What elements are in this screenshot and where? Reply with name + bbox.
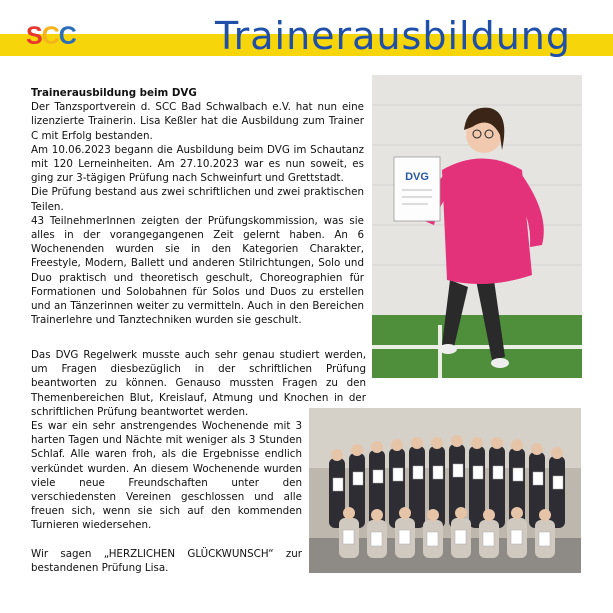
paragraph-5: Das DVG Regelwerk musste auch sehr genau studiert werden, um Fragen diesbezüglich in der schriftlichen Prüfung beantworten zu können. Genauso mussten Fragen zu den Themenbereichen Blut, Kreislauf, Atmung und Knochen in der schriftlichen Prüfung beantwortet werden. <box>31 349 366 418</box>
trainer-photo <box>372 75 582 378</box>
paragraph-1: Der Tanzsportverein d. SCC Bad Schwalbach e.V. hat nun eine lizenzierte Trainerin. Lisa Keßler hat die Ausbildung zum Trainer C mit Erfolg bestanden. <box>31 101 364 142</box>
page-title: Trainerausbildung <box>215 14 571 58</box>
article-text-top <box>31 86 364 327</box>
paragraph-7: Wir sagen „HERZLICHEN GLÜCKWUNSCH“ zur bestandenen Prüfung Lisa. <box>31 547 302 574</box>
article-text-bottom <box>31 419 302 575</box>
paragraph-4: 43 TeilnehmerInnen zeigten der Prüfungskommission, was sie alles in der vorangegangenen Zeit gelernt haben. An 6 Wochenenden wurden sie in den Kategorien Charakter, Freestyle, Modern, Ballett und anderen Stilrichtungen, Solo und Duo praktisch und theoretisch geschult, Choreographien für Formationen und Solobahnen für Solos und Duos zu erstellen und an Tänzerinnen weiter zu vermitteln. Auch in den Bereichen Trainerlehre und Tanztechniken wurden sie geschult. <box>31 214 364 327</box>
paragraph-3: Die Prüfung bestand aus zwei schriftlichen und zwei praktischen Teilen. <box>31 186 364 213</box>
article-heading: Trainerausbildung beim DVG <box>31 87 197 99</box>
paragraph-6: Es war ein sehr anstrengendes Wochenende mit 3 harten Tagen und Nächte mit weniger als 3 Stunden Schlaf. Alle waren froh, als die Ergebnisse endlich verkündet wurden. An diesem Wochenende wurden viele neue Freundschaften unter den verschiedensten Vereinen geschlossen und alle freuen sich, wenn sie sich auf den kommenden Turnieren wiedersehen. <box>31 420 302 532</box>
scc-logo <box>26 22 76 51</box>
group-photo <box>309 408 581 573</box>
logo-letter-c2: C <box>58 22 76 50</box>
logo-letter-c1: C <box>41 22 59 50</box>
paragraph-2: Am 10.06.2023 begann die Ausbildung beim DVG im Schautanz mit 120 Lerneinheiten. Am 27.10.2023 war es nun soweit, es ging zur 3-tägigen Prüfung nach Schweinfurt und Grettstadt. <box>31 143 364 185</box>
dvg-logo: DVG <box>405 171 429 183</box>
logo-letter-s: S <box>26 22 42 50</box>
